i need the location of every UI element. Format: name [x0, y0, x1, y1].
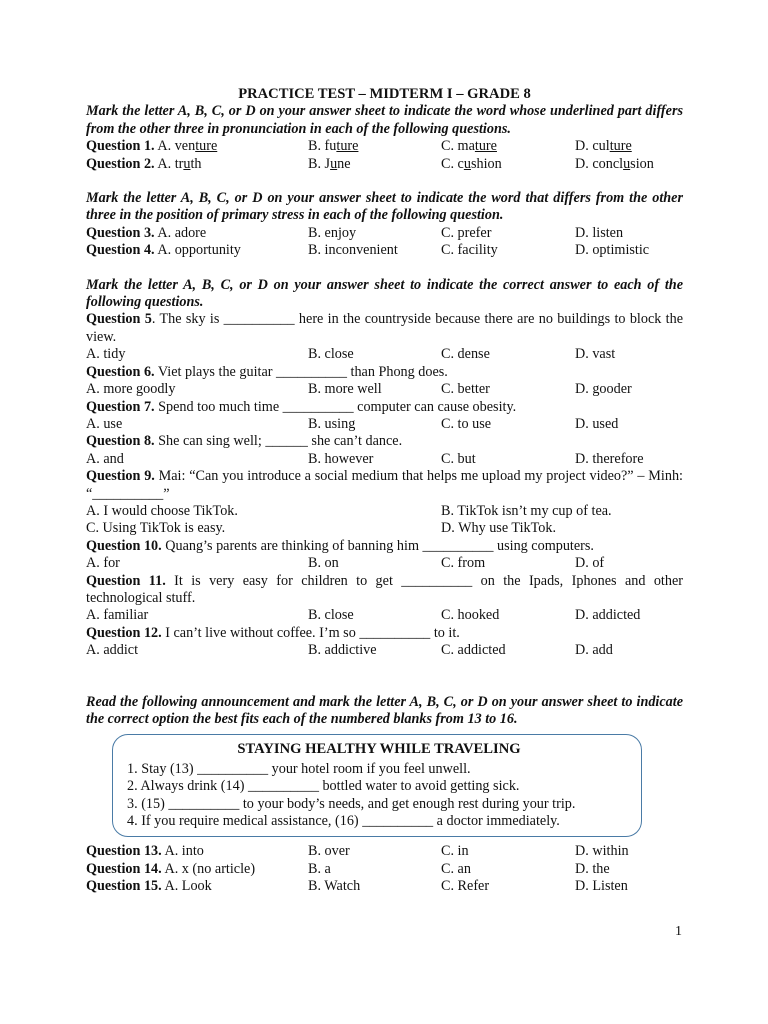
question-11-stem: Question 11. It is very easy for children to get __________ on the Ipads, Iphones and other technological stuff.	[86, 572, 683, 606]
announcement-line: 1. Stay (13) __________ your hotel room if you feel unwell.	[127, 760, 471, 777]
instruction-correct-answer: Mark the letter A, B, C, or D on your answer sheet to indicate the correct answer to each of the following questions.	[86, 276, 683, 311]
instruction-pronunciation: Mark the letter A, B, C, or D on your answer sheet to indicate the word whose underlined part differs from the other three in pronunciation in each of the following questions.	[86, 103, 683, 137]
question-8-options: A. and B. however C. but D. therefore	[86, 450, 644, 467]
question-5-stem: Question 5. The sky is __________ here in the countryside because there are no buildings to block the view.	[86, 311, 683, 345]
instruction-stress: Mark the letter A, B, C, or D on your answer sheet to indicate the word that differs from the other three in the position of primary stress in each of the following question.	[86, 190, 683, 224]
question-10-options: A. for B. on C. from D. of	[86, 555, 605, 572]
question-10-stem: Question 10. Quang’s parents are thinking of banning him __________ using computers.	[86, 537, 594, 554]
announcement-line: 3. (15) __________ to your body’s needs, and get enough rest during your trip.	[127, 795, 576, 812]
question-9-options-cd: C. Using TikTok is easy. D. Why use TikTok.	[86, 520, 557, 537]
question-9-stem: Question 9. Mai: “Can you introduce a social medium that helps me upload my project video?” – Minh: “__________”	[86, 468, 683, 502]
question-7-stem: Question 7. Spend too much time __________ computer can cause obesity.	[86, 398, 517, 415]
question-14: Question 14. A. x (no article) B. a C. an D. the	[86, 860, 610, 877]
page-title: PRACTICE TEST – MIDTERM I – GRADE 8	[238, 86, 531, 102]
question-2: Question 2. A. truth B. June C. cushion D. conclusion	[86, 155, 654, 172]
announcement-box	[112, 734, 642, 837]
question-label: Question 2.	[86, 155, 155, 172]
question-12-options: A. addict B. addictive C. addicted D. add	[86, 642, 613, 659]
question-6-options: A. more goodly B. more well C. better D. gooder	[86, 381, 632, 398]
question-4: Question 4. A. opportunity B. inconvenient C. facility D. optimistic	[86, 242, 650, 259]
announcement-line: 2. Always drink (14) __________ bottled water to avoid getting sick.	[127, 778, 520, 795]
question-11-options: A. familiar B. close C. hooked D. addicted	[86, 607, 641, 624]
question-15: Question 15. A. Look B. Watch C. Refer D. Listen	[86, 878, 628, 895]
question-3: Question 3. A. adore B. enjoy C. prefer D. listen	[86, 224, 624, 241]
question-9-options-ab: A. I would choose TikTok. B. TikTok isn’t my cup of tea.	[86, 502, 612, 519]
page-number: 1	[675, 924, 682, 939]
question-8-stem: Question 8. She can sing well; ______ she can’t dance.	[86, 433, 403, 450]
question-label: Question 1.	[86, 138, 155, 155]
announcement-line: 4. If you require medical assistance, (16) __________ a doctor immediately.	[127, 813, 560, 830]
question-12-stem: Question 12. I can’t live without coffee. I’m so __________ to it.	[86, 624, 460, 641]
question-7-options: A. use B. using C. to use D. used	[86, 415, 619, 432]
announcement-title: STAYING HEALTHY WHILE TRAVELING	[237, 741, 521, 758]
question-5-options: A. tidy B. close C. dense D. vast	[86, 346, 616, 363]
question-1: Question 1. A. venture B. future C. mature D. culture	[86, 138, 632, 155]
test-page	[86, 86, 683, 896]
question-13: Question 13. A. into B. over C. in D. within	[86, 843, 629, 860]
instruction-reading: Read the following announcement and mark the letter A, B, C, or D on your answer sheet to indicate the correct option the best fits each of the numbered blanks from 13 to 16.	[86, 693, 683, 727]
question-6-stem: Question 6. Viet plays the guitar __________ than Phong does.	[86, 363, 448, 380]
